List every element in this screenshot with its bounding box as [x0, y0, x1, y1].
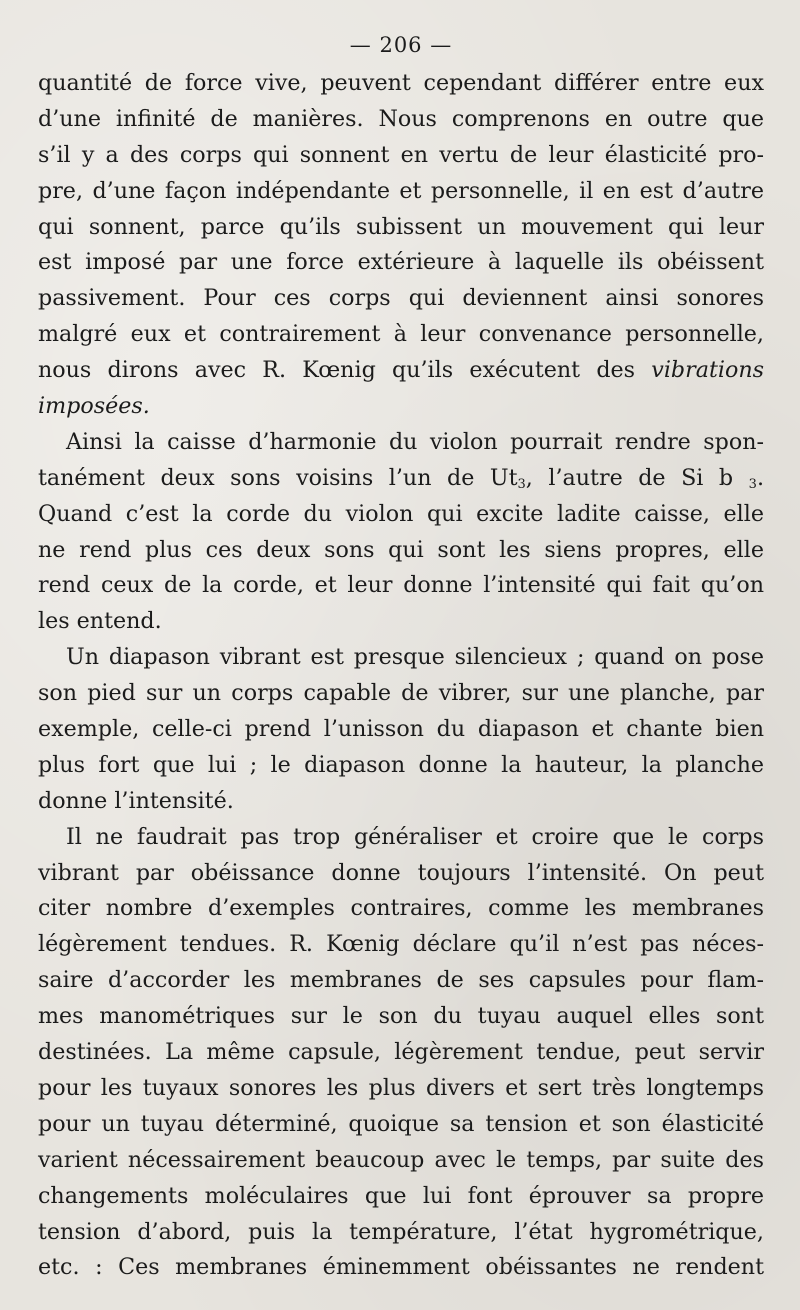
- text-line: vibrant par obéissance donne toujours l’intensité. On peut: [38, 859, 764, 886]
- paragraph-2: [38, 425, 764, 640]
- italic-term: imposées.: [38, 393, 150, 420]
- paragraph-4: [38, 820, 764, 1287]
- text-line: donne l’intensité.: [38, 787, 234, 814]
- text-line: [38, 461, 764, 497]
- paragraph-1: [38, 66, 764, 425]
- text-line: varient nécessairement beaucoup avec le temps, par suite des: [38, 1146, 764, 1173]
- text-fragment: nous dirons avec R. Kœnig qu’ils exécutent des: [38, 357, 652, 384]
- text-line: légèrement tendues. R. Kœnig déclare qu’il n’est pas néces-: [38, 931, 764, 958]
- text-fragment: , l’autre de Si b: [525, 464, 749, 491]
- text-line: qui sonnent, parce qu’ils subissent un mouvement qui leur: [38, 213, 764, 240]
- text-line: pour un tuyau déterminé, quoique sa tension et son élasticité: [38, 1110, 764, 1137]
- text-line: Ainsi la caisse d’harmonie du violon pourrait rendre spon-: [66, 428, 764, 455]
- italic-term: vibrations: [651, 357, 764, 384]
- text-line: quantité de force vive, peuvent cependant différer entre eux: [38, 70, 764, 96]
- text-line: etc. : Ces membranes éminemment obéissantes ne rendent: [38, 1254, 764, 1281]
- text-line: destinées. La même capsule, légèrement tendue, peut servir: [38, 1039, 764, 1066]
- text-line: d’une infinité de manières. Nous comprenons en outre que: [38, 105, 764, 132]
- text-line: mes manométriques sur le son du tuyau auquel elles sont: [38, 1003, 764, 1030]
- text-line: Quand c’est la corde du violon qui excite ladite caisse, elle: [38, 500, 764, 527]
- text-line: son pied sur un corps capable de vibrer, sur une planche, par: [38, 680, 764, 707]
- text-line: saire d’accorder les membranes de ses capsules pour flam-: [38, 967, 764, 994]
- text-line: tension d’abord, puis la température, l’état hygrométrique,: [38, 1218, 764, 1245]
- text-fragment: tanément deux sons voisins l’un de Ut: [38, 464, 518, 491]
- paragraph-3: [38, 640, 764, 819]
- text-line: exemple, celle-ci prend l’unisson du diapason et chante bien: [38, 716, 764, 743]
- text-line: rend ceux de la corde, et leur donne l’intensité qui fait qu’on: [38, 572, 764, 599]
- text-line: Un diapason vibrant est presque silencieux ; quand on pose: [66, 644, 764, 671]
- text-line: pour les tuyaux sonores les plus divers et sert très longtemps: [38, 1074, 764, 1101]
- text-line: plus fort que lui ; le diapason donne la hauteur, la planche: [38, 751, 764, 778]
- subscript: 3: [748, 476, 757, 492]
- text-line: s’il y a des corps qui sonnent en vertu de leur élasticité pro-: [38, 141, 764, 168]
- text-line: [38, 353, 764, 389]
- text-line: changements moléculaires que lui font éprouver sa propre: [38, 1182, 764, 1209]
- page-number: — 206 —: [349, 33, 453, 57]
- subscript: 3: [517, 476, 526, 492]
- text-line: Il ne faudrait pas trop généraliser et croire que le corps: [66, 823, 764, 850]
- text-line: malgré eux et contrairement à leur convenance personnelle,: [38, 321, 764, 348]
- text-line: ne rend plus ces deux sons qui sont les siens propres, elle: [38, 536, 764, 563]
- text-fragment: .: [756, 464, 765, 491]
- text-line: citer nombre d’exemples contraires, comme les membranes: [38, 895, 764, 922]
- text-line: [38, 389, 764, 425]
- text-line: est imposé par une force extérieure à laquelle ils obéissent: [38, 249, 764, 276]
- text-line: pre, d’une façon indépendante et personnelle, il en est d’autre: [38, 177, 764, 204]
- text-line: passivement. Pour ces corps qui deviennent ainsi sonores: [38, 285, 764, 312]
- text-line: les entend.: [38, 608, 162, 635]
- body-text: [38, 66, 764, 1286]
